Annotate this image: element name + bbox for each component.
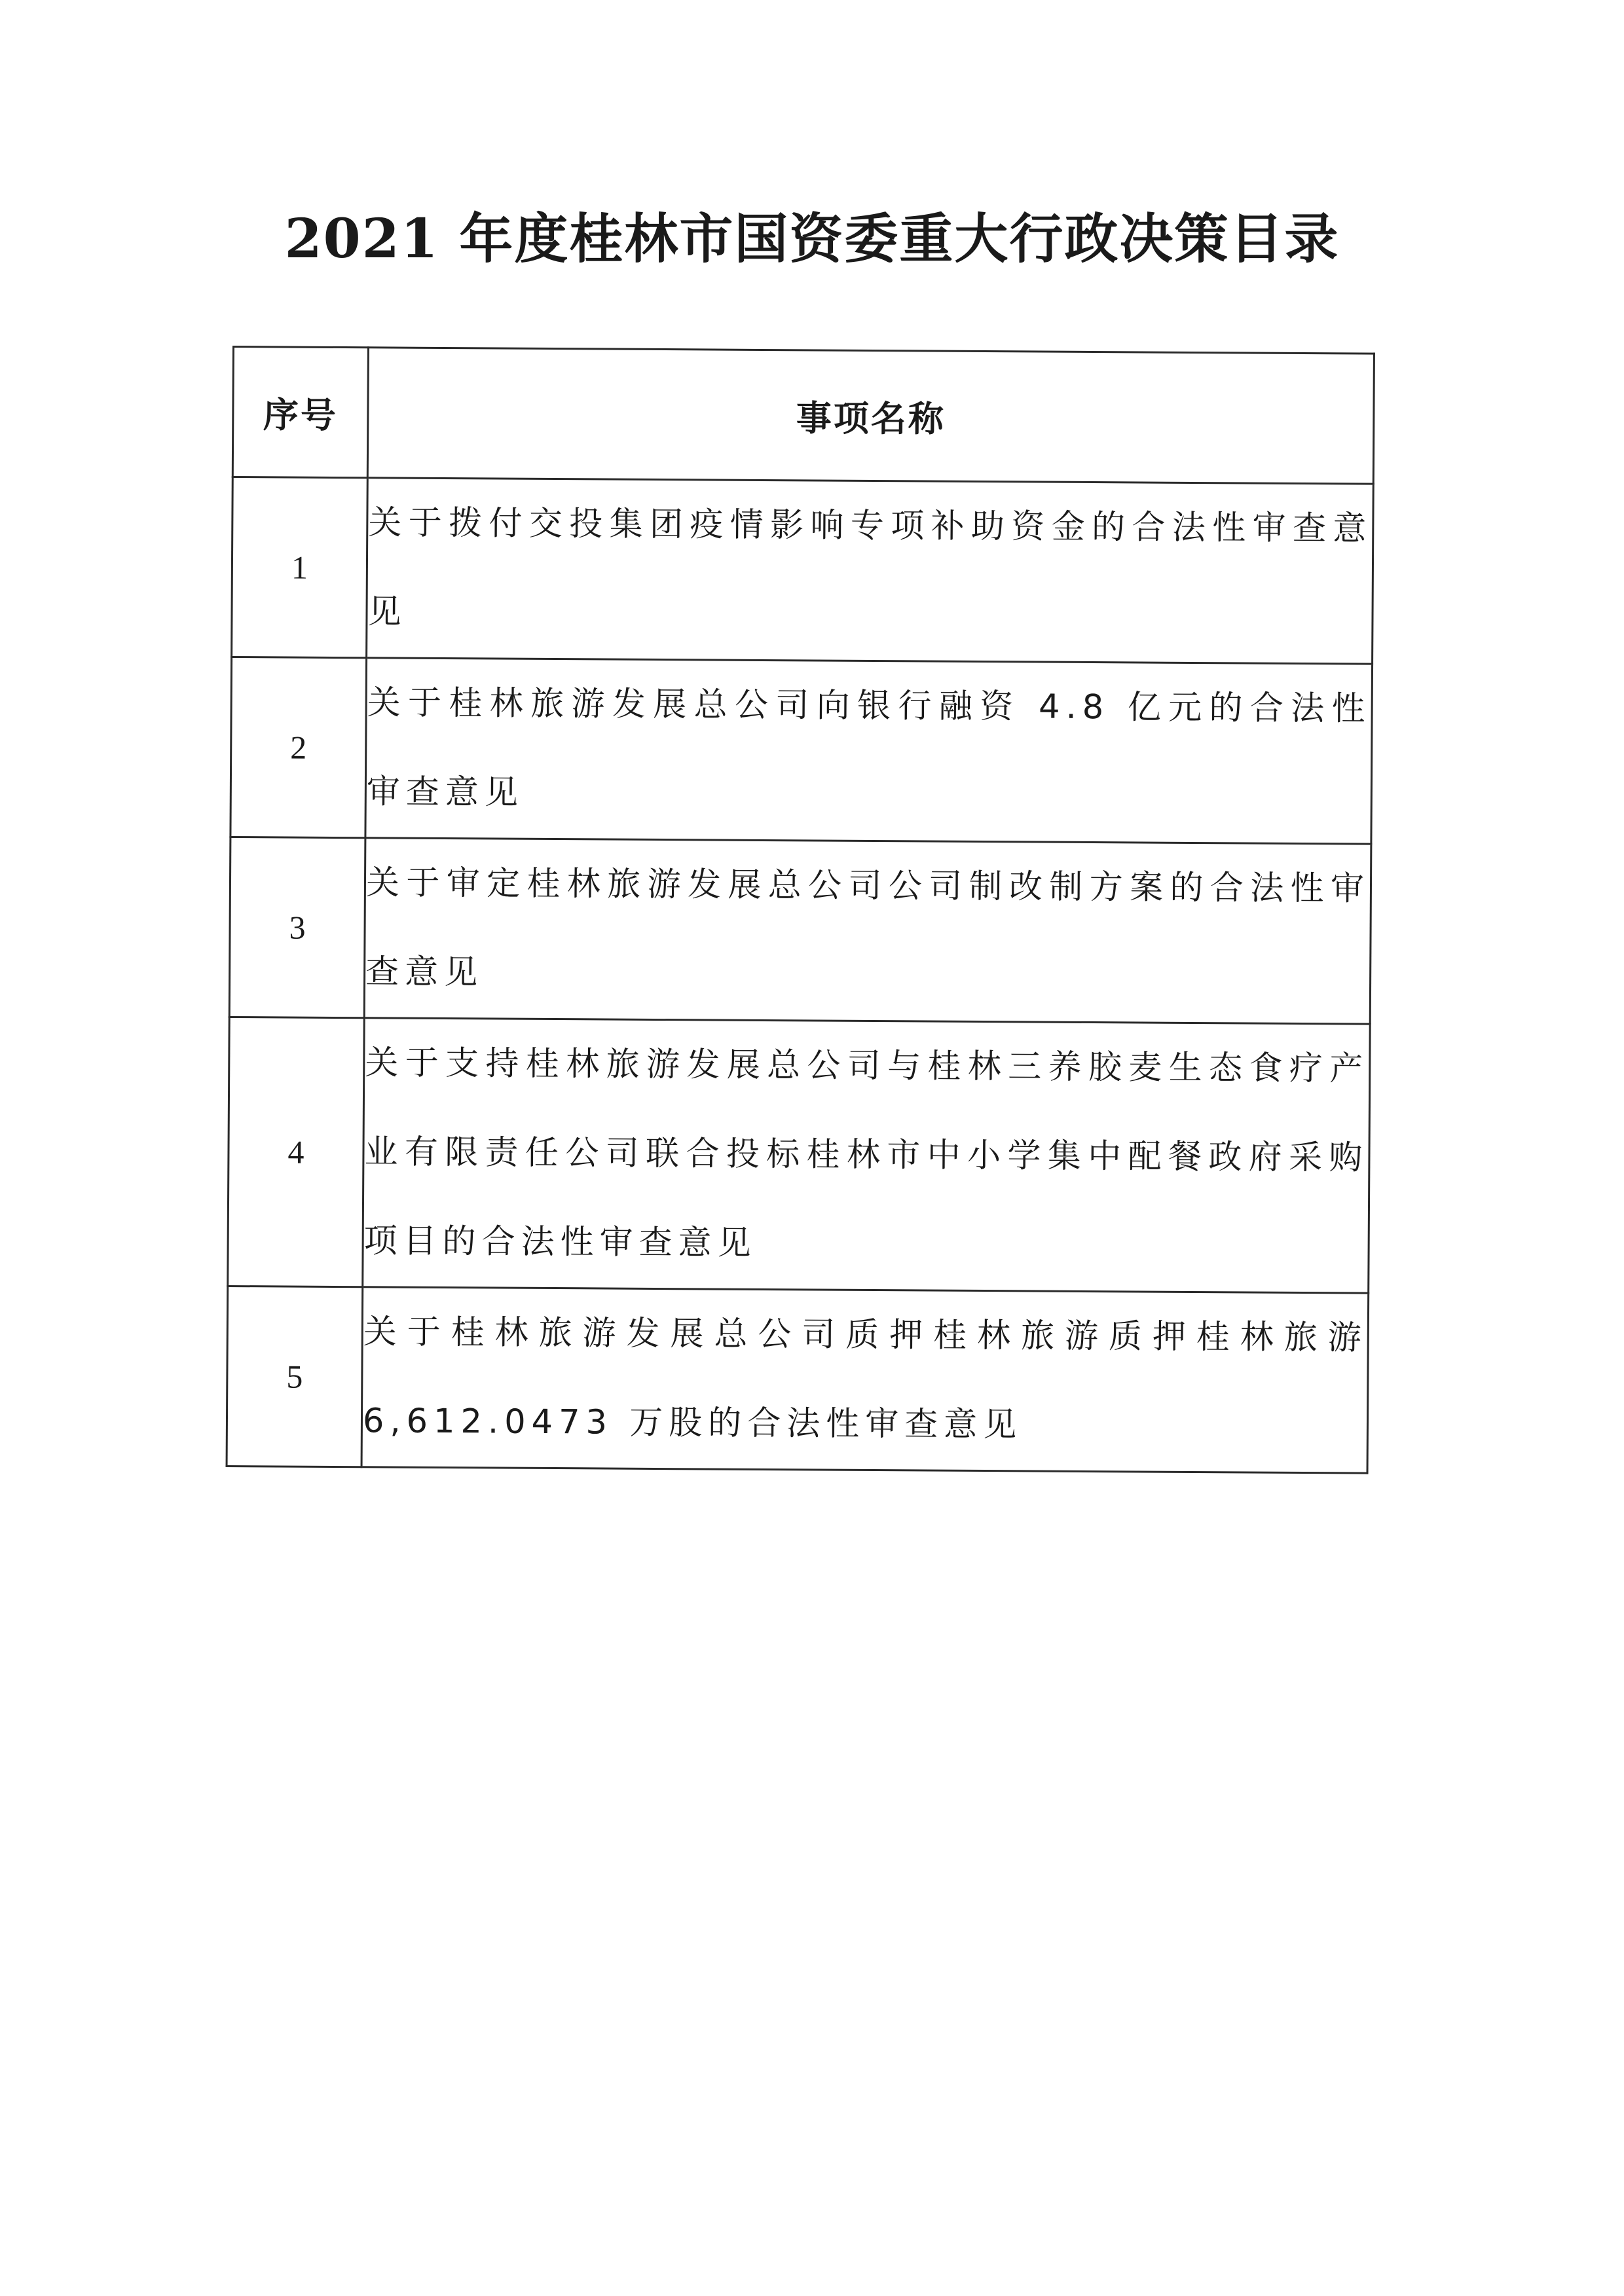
row-number: 4	[228, 1017, 365, 1286]
table-row	[232, 477, 1374, 665]
row-item-name: 关于桂林旅游发展总公司向银行融资 4.8 亿元的合法性审查意见	[365, 658, 1373, 844]
decision-table	[226, 346, 1375, 1474]
row-item-name: 关于拨付交投集团疫情影响专项补助资金的合法性审查意见	[367, 478, 1374, 664]
table-header-row	[232, 347, 1374, 484]
decision-table-wrapper	[226, 346, 1375, 1474]
header-item-name: 事项名称	[367, 348, 1374, 484]
table-row	[228, 1017, 1370, 1293]
table-row	[227, 1286, 1369, 1473]
table-row	[229, 837, 1371, 1024]
row-item-name: 关于桂林旅游发展总公司质押桂林旅游质押桂林旅游 6,612.0473 万股的合法性审查意见	[361, 1287, 1369, 1473]
row-item-name: 关于审定桂林旅游发展总公司公司制改制方案的合法性审查意见	[364, 838, 1371, 1024]
row-number: 5	[227, 1286, 363, 1467]
header-number: 序号	[232, 347, 368, 478]
row-number: 1	[232, 477, 368, 658]
table-row	[231, 657, 1373, 845]
row-number: 3	[229, 837, 365, 1017]
page-title: 2021 年度桂林市国资委重大行政决策目录	[284, 208, 1340, 270]
row-number: 2	[231, 657, 367, 838]
row-item-name: 关于支持桂林旅游发展总公司与桂林三养胶麦生态食疗产业有限责任公司联合投标桂林市中小学集中配餐政府采购项目的合法性审查意见	[363, 1018, 1370, 1293]
